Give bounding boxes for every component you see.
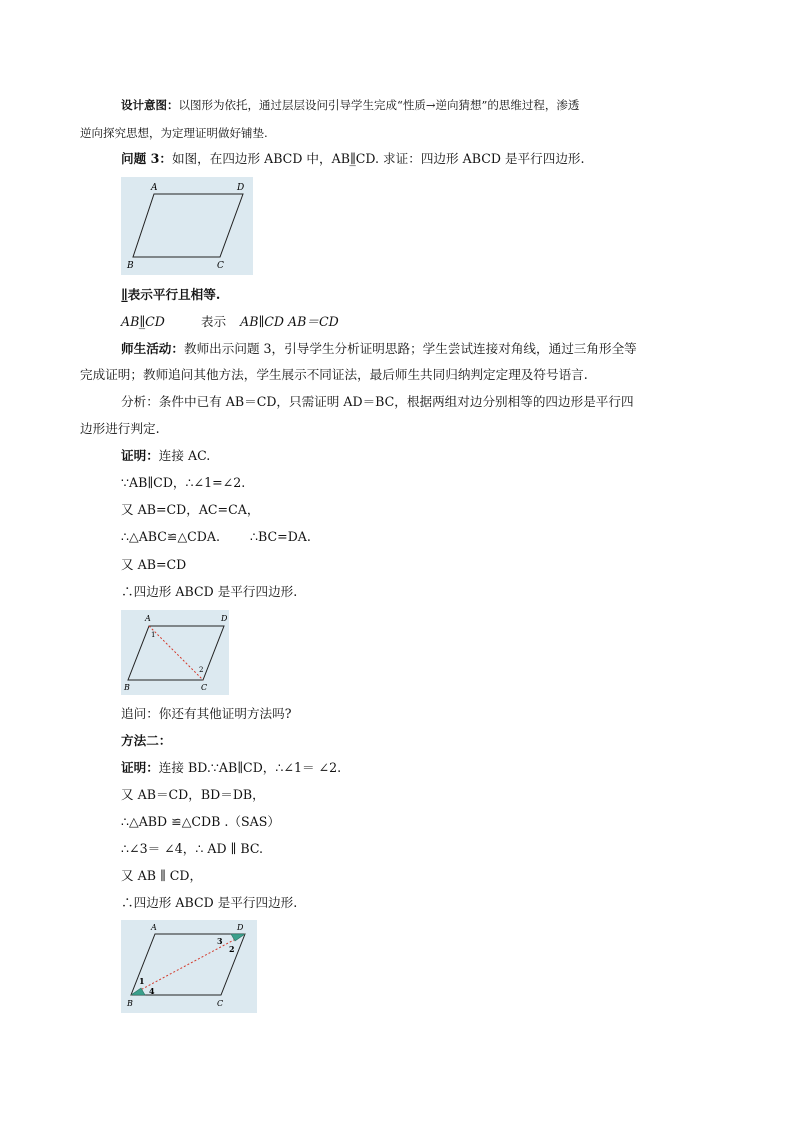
figure-parallelogram-2	[121, 610, 229, 695]
fig1-label-b: B	[127, 261, 134, 271]
problem-3-label: 问题 3：	[121, 151, 172, 166]
fig1-label-c: C	[217, 261, 224, 271]
fig2-label-c: C	[201, 683, 208, 692]
figure-parallelogram-3	[121, 920, 257, 1013]
method2-line6: ∴四边形 ABCD 是平行四边形.	[121, 895, 298, 910]
fig2-label-a: A	[145, 614, 151, 623]
activity-label: 师生活动：	[121, 341, 184, 356]
proof1-line3: 又 AB=CD，AC=CA，	[121, 502, 260, 517]
activity-line1: 师生活动：教师出示问题 3，引导学生分析证明思路；学生尝试连接对角线，通过三角形全等	[121, 341, 637, 356]
fig3-angle-2: 2	[229, 944, 235, 954]
design-intent-label: 设计意图：	[121, 98, 179, 112]
fig3-angle-3: 3	[217, 936, 223, 946]
fig2-label-d: D	[221, 614, 228, 623]
note-text: 表示平行且相等.	[127, 287, 221, 302]
method2-line5: 又 AB ∥ CD，	[121, 868, 203, 883]
fig2-angle-2: 2	[199, 666, 204, 674]
note-line	[121, 286, 220, 304]
method2-line3: ∴△ABD ≌△CDB .（SAS）	[121, 814, 280, 829]
method2-line2: 又 AB＝CD，BD＝DB，	[121, 787, 265, 802]
activity-line2: 完成证明；教师追问其他方法，学生展示不同证法，最后师生共同归纳判定定理及符号语言.	[80, 367, 588, 382]
proof1-line4: ∴△ABC≌△CDA. ∴BC=DA.	[121, 529, 311, 544]
proof1-line6: ∴四边形 ABCD 是平行四边形.	[121, 584, 298, 599]
method2-title: 方法二：	[121, 733, 172, 748]
fig3-label-a: A	[151, 923, 157, 932]
analysis-line1: 分析：条件中已有 AB＝CD，只需证明 AD＝BC，根据两组对边分别相等的四边形是平行四	[121, 394, 634, 409]
proof1-line2: ∵AB∥CD，∴∠1=∠2.	[121, 475, 246, 490]
fig3-label-d: D	[237, 923, 244, 932]
fig2-label-b: B	[124, 683, 130, 692]
figure-parallelogram-1	[121, 177, 253, 275]
fig1-label-d: D	[237, 183, 245, 193]
fig3-label-b: B	[127, 999, 133, 1008]
problem-3-text: 如图，在四边形 ABCD 中，AB∥̲CD. 求证：四边形 ABCD 是平行四边形.	[171, 151, 585, 166]
fig1-label-a: A	[151, 183, 158, 193]
method2-line4: ∴∠3＝ ∠4，∴ AD ∥ BC.	[121, 841, 264, 856]
fig2-angle-1: 1	[151, 631, 156, 639]
analysis-line2: 边形进行判定.	[80, 421, 160, 436]
note-example: AB∥̲CD 表示 AB∥CD AB＝CD	[121, 314, 339, 329]
fig3-label-c: C	[217, 999, 224, 1008]
design-intent-line1: 设计意图：以图形为依托，通过层层设问引导学生完成“性质→逆向猜想”的思维过程，渗透	[121, 98, 580, 112]
note-symbol: ∥̲	[121, 287, 128, 302]
proof1-line1: 证明：连接 AC.	[121, 448, 211, 463]
proof1-line5: 又 AB=CD	[121, 557, 187, 572]
fig3-angle-1: 1	[139, 976, 145, 986]
follow-up-question: 追问：你还有其他证明方法吗?	[121, 706, 292, 721]
problem-3	[121, 150, 585, 168]
fig3-angle-4: 4	[149, 986, 155, 996]
design-intent-line2: 逆向探究思想，为定理证明做好铺垫.	[80, 126, 268, 140]
method2-line1: 证明：连接 BD.∵AB∥CD，∴∠1＝ ∠2.	[121, 760, 342, 775]
